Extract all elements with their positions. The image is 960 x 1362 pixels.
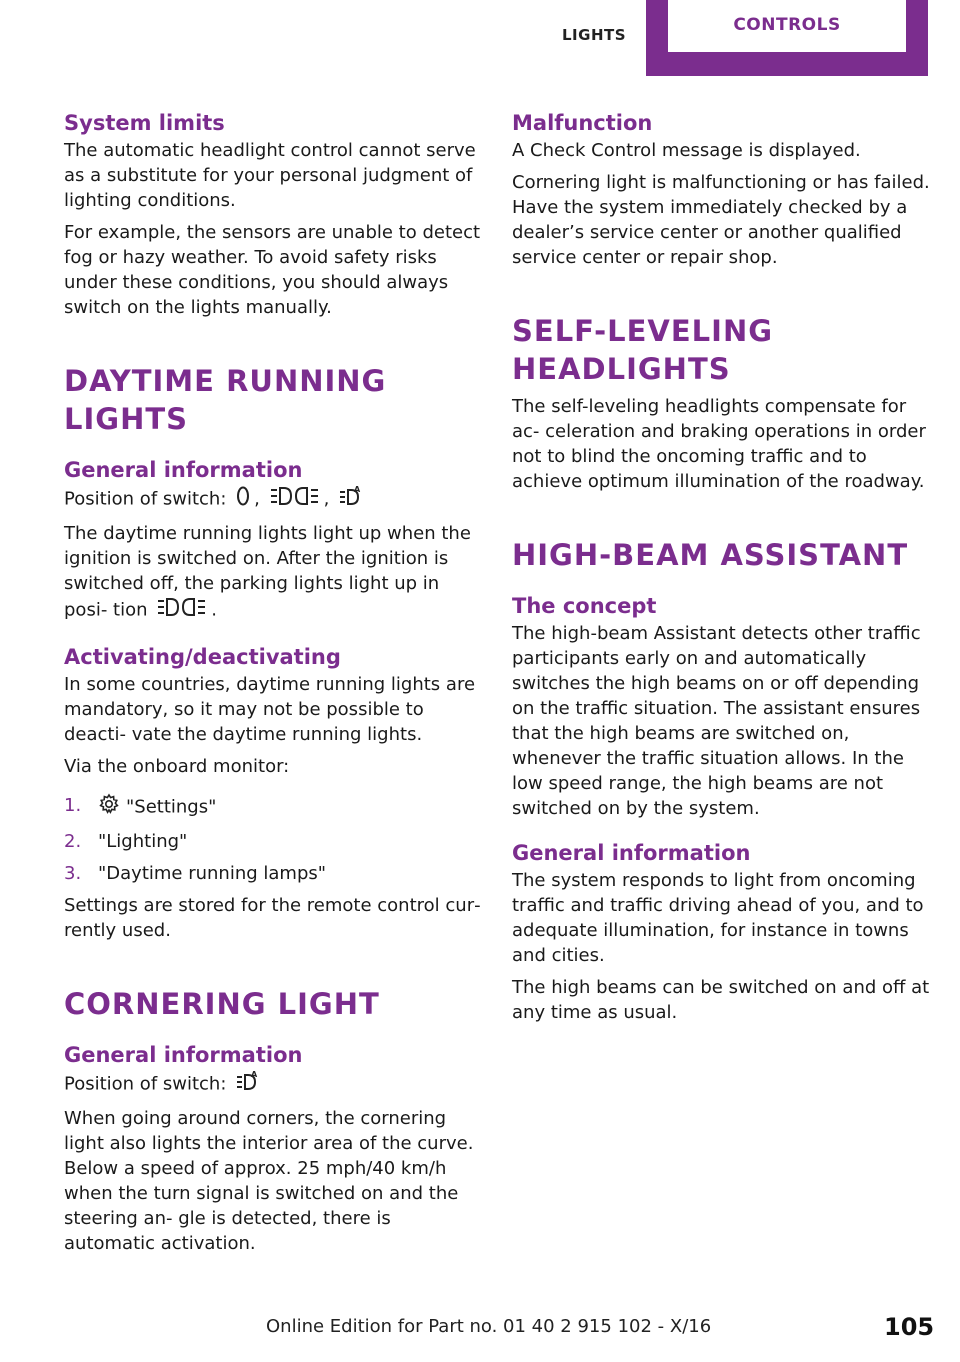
concept-heading: The concept bbox=[512, 594, 657, 618]
malfunction-p1: A Check Control message is displayed. bbox=[512, 140, 861, 161]
page-number: 105 bbox=[884, 1313, 935, 1341]
position-label: Position of switch: bbox=[64, 488, 227, 510]
system-limits-p2: For example, the sensors are unable to detect fog or hazy weather. To avoid safety risks under these conditions, you should always switch on the lights manually. bbox=[64, 222, 481, 318]
list-item bbox=[64, 861, 482, 886]
settings-gear-icon bbox=[98, 793, 120, 822]
list-item bbox=[64, 793, 482, 822]
high-beam-heading: HIGH-BEAM ASSISTANT bbox=[512, 538, 909, 572]
right-column bbox=[512, 108, 930, 1025]
activating-p2: In some countries, daytime running lights are mandatory, so it may not be possible to deacti‐ vate the daytime running lights. bbox=[64, 674, 476, 745]
high-beam-p3: The high beams can be switched on and off at any time as usual. bbox=[512, 977, 930, 1023]
daytime-p1-text: The daytime running lights light up when the ignition is switched on. After the ignition is switched off, the parking lights light up in posi‐ bbox=[64, 523, 471, 621]
system-limits-heading: System limits bbox=[64, 111, 225, 135]
separator: , bbox=[254, 488, 260, 510]
left-column bbox=[64, 108, 482, 1256]
svg-text:A: A bbox=[354, 485, 361, 494]
step-text: "Settings" bbox=[126, 796, 217, 818]
self-leveling-p1: The self-leveling headlights compensate for ac‐ celeration and braking operations in order not to blind the oncoming traffic and to achieve optimum illumination of the roadway. bbox=[512, 396, 926, 492]
high-beam-p1: The high-beam Assistant detects other traffic participants early on and automatically switches the high beams on or off depending on the traffic situation. The assistant ensures that the high beams are switched on, whenever the traffic situation allows. In the low speed range, the high beams are not switched on by the system. bbox=[512, 623, 921, 819]
self-leveling-heading: SELF-LEVELING HEADLIGHTS bbox=[512, 314, 774, 386]
malfunction-heading: Malfunction bbox=[512, 111, 653, 135]
cornering-general-heading: General information bbox=[64, 1043, 303, 1067]
switch-off-icon bbox=[236, 485, 250, 514]
step-number: 3. bbox=[64, 863, 82, 884]
step-number: 1. bbox=[64, 795, 82, 816]
daytime-p1-suffix: . bbox=[211, 599, 217, 621]
system-limits-p1: The automatic headlight control cannot serve as a substitute for your personal judgment of lighting conditions. bbox=[64, 140, 476, 211]
auto-headlight-icon bbox=[236, 1070, 260, 1099]
cornering-heading: CORNERING LIGHT bbox=[64, 987, 380, 1021]
settings-steps bbox=[64, 793, 482, 886]
activating-p4: Settings are stored for the remote control cur‐ rently used. bbox=[64, 895, 481, 941]
high-beam-p2: The system responds to light from oncoming traffic and traffic driving ahead of you, and to adequate illumination, for instance in towns and cities. bbox=[512, 870, 924, 966]
parking-light-icon bbox=[157, 596, 207, 625]
step-text: "Daytime running lamps" bbox=[98, 863, 327, 884]
cornering-p1: When going around corners, the cornering light also lights the interior area of the curve. Below a speed of approx. 25 mph/40 km/h when the turn signal is switched on and the steering an‐ gle is detected, there is automatic activation. bbox=[64, 1108, 474, 1254]
header-section bbox=[530, 0, 646, 72]
list-item bbox=[64, 829, 482, 854]
high-beam-general-heading: General information bbox=[512, 841, 751, 865]
cornering-position bbox=[64, 1070, 482, 1099]
position-label: Position of switch: bbox=[64, 1073, 227, 1095]
header-tab-label: CONTROLS bbox=[668, 0, 906, 52]
activating-p3: Via the onboard monitor: bbox=[64, 756, 290, 777]
daytime-position bbox=[64, 485, 482, 514]
svg-text:A: A bbox=[251, 1070, 258, 1079]
footer-edition: Online Edition for Part no. 01 40 2 915 102 - X/16 bbox=[266, 1316, 712, 1337]
step-number: 2. bbox=[64, 831, 82, 852]
daytime-p1-prefix: tion bbox=[113, 599, 148, 621]
header-tab bbox=[646, 0, 928, 76]
daytime-p1 bbox=[64, 521, 482, 625]
separator: , bbox=[323, 488, 330, 510]
parking-light-icon bbox=[270, 485, 320, 514]
malfunction-p2: Cornering light is malfunctioning or has failed. Have the system immediately checked by a dealer’s service center or another qualified service center or repair shop. bbox=[512, 172, 930, 268]
header-section-label: LIGHTS bbox=[562, 26, 627, 44]
daytime-general-heading: General information bbox=[64, 458, 303, 482]
activating-heading: Activating/deactivating bbox=[64, 645, 341, 669]
auto-headlight-icon bbox=[339, 485, 363, 514]
step-text: "Lighting" bbox=[98, 831, 188, 852]
daytime-heading: DAYTIME RUNNING LIGHTS bbox=[64, 364, 387, 436]
